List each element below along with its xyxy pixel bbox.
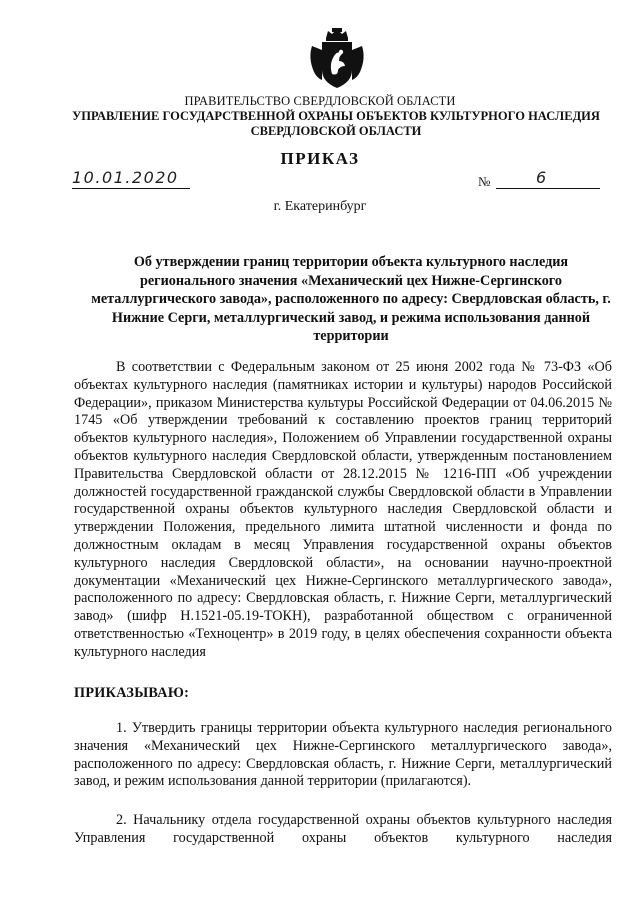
document-number: 6 xyxy=(536,168,548,187)
order-item-2: 2. Начальнику отдела государственной охраны объектов культурного наследия Управления государственной охраны объектов культурного наследия xyxy=(74,812,612,846)
coat-of-arms-emblem-icon xyxy=(308,28,366,90)
document-title: Об утверждении границ территории объекта культурного наследия регионального значения «Механический цех Нижне-Сергинского металлургического завода», расположенного по адресу: Свердловская область, г. Нижние Серги, металлургический завод, и режима использования данной территории xyxy=(91,254,611,345)
document-type: ПРИКАЗ xyxy=(280,149,360,168)
city: г. Екатеринбург xyxy=(273,199,367,214)
number-line xyxy=(496,168,600,189)
preamble-paragraph: В соответствии с Федеральным законом от 25 июня 2002 года № 73-ФЗ «Об объектах культурного наследия (памятниках истории и культуры) народов Российской Федерации», приказом Министерства культуры Российской Федерации от 04.06.2015 № 1745 «Об утверждении требований к составлению проектов границ территорий объектов культурного наследия», Положением об Управлении государственной охраны объектов культурного наследия Свердловской области, утвержденным постановлением Правительства Свердловской области от 28.12.2015 № 1216-ПП «Об учреждении должностей государственной гражданской службы Свердловской области в Управлении государственной охраны объектов культурного наследия Свердловской области и утверждении Положения, предельного лимита штатной численности и фонда по должностным окладам в месяц Управления государственной охраны объектов культурного наследия Свердловской области», на основании научно-проектной документации «Механический цех Нижне-Сергинского металлургического завода», расположенного по адресу: Свердловская область, г. Нижние Серги, металлургический завод» (шифр Н.1521-05.19-ТОКН), разработанной обществом с ограниченной ответственностью «Техноцентр» в 2019 году, в целях обеспечения сохранности объекта культурного наследия xyxy=(74,359,612,660)
number-label: № xyxy=(478,174,491,189)
date-line xyxy=(72,168,190,189)
department-header: УПРАВЛЕНИЕ ГОСУДАРСТВЕННОЙ ОХРАНЫ ОБЪЕКТОВ КУЛЬТУРНОГО НАСЛЕДИЯ СВЕРДЛОВСКОЙ ОБЛАСТИ xyxy=(72,109,600,138)
order-heading: ПРИКАЗЫВАЮ: xyxy=(74,685,190,701)
order-item-1: 1. Утвердить границы территории объекта культурного наследия регионального значения «Механический цех Нижне-Сергинского металлургического завода», расположенного по адресу: Свердловская область, г. Нижние Серги, металлургический завод, и режим использования данной территории (прилагаются). xyxy=(74,720,612,790)
document-date: 10.01.2020 xyxy=(72,168,179,187)
government-header: ПРАВИТЕЛЬСТВО СВЕРДЛОВСКОЙ ОБЛАСТИ xyxy=(184,94,456,108)
